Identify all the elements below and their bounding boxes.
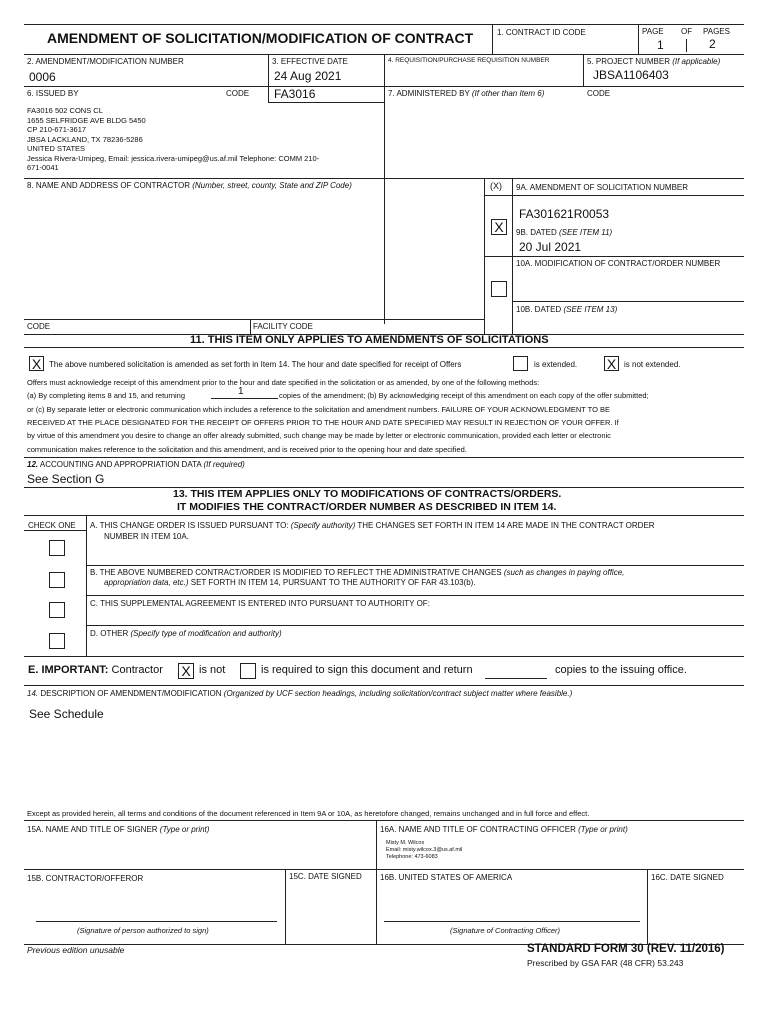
description-value[interactable]: See Schedule [29, 707, 104, 721]
description-label: 14. DESCRIPTION OF AMENDMENT/MODIFICATION (Organized by UCF section headings, including solicitation/contract subject matter where feasible.) [27, 689, 573, 698]
united-states-label: 16B. UNITED STATES OF AMERICA [380, 873, 513, 882]
option-b-text: B. THE ABOVE NUMBERED CONTRACT/ORDER IS MODIFIED TO REFLECT THE ADMINISTRATIVE CHANGES (such as changes in paying office, [90, 568, 625, 577]
s11-para-line: Offers must acknowledge receipt of this amendment prior to the hour and date specified in the solicitation or as amended, by one of the following methods: [27, 378, 540, 387]
option-c-text: C. THIS SUPPLEMENTAL AGREEMENT IS ENTERED INTO PURSUANT TO AUTHORITY OF: [90, 599, 430, 608]
is-required-checkbox[interactable] [240, 663, 256, 679]
amendment-number-label: 2. AMENDMENT/MODIFICATION NUMBER [27, 57, 184, 66]
issued-by-address-line: Jessica Rivera-Umipeg, Email: jessica.rivera-umipeg@us.af.mil Telephone: COMM 210- [27, 153, 320, 163]
effective-date-label: 3. EFFECTIVE DATE [272, 57, 348, 66]
solicitation-dated-value[interactable]: 20 Jul 2021 [519, 240, 582, 254]
solicitation-number-label: 9A. AMENDMENT OF SOLICITATION NUMBER [516, 183, 689, 192]
option-a-text-cont: NUMBER IN ITEM 10A. [104, 532, 189, 541]
issued-by-label: 6. ISSUED BY [27, 89, 79, 98]
issued-by-address-line: FA3016 502 CONS CL [27, 106, 103, 115]
accounting-data-value[interactable]: See Section G [27, 472, 105, 486]
issued-by-code-value[interactable]: FA3016 [274, 87, 316, 101]
facility-code-label: FACILITY CODE [253, 322, 313, 331]
solicitation-number-value[interactable]: FA301621R0053 [519, 207, 610, 221]
contract-id-label: 1. CONTRACT ID CODE [497, 28, 586, 37]
option-b-text-cont: appropriation data, etc.) SET FORTH IN ITEM 14, PURSUANT TO THE AUTHORITY OF FAR 43.103(b). [104, 578, 476, 587]
s11-para-line: RECEIVED AT THE PLACE DESIGNATED FOR THE RECEIPT OF OFFERS PRIOR TO THE HOUR AND DATE SPECIFIED MAY RESULT IN REJECTION OF YOUR OFFER. If [27, 418, 619, 427]
s11-para-line: copies of the amendment; (b) By acknowledging receipt of this amendment on each copy of the offer submitted; [279, 391, 649, 400]
option-d-text: D. OTHER (Specify type of modification and authority) [90, 629, 282, 638]
contractor-code-label: CODE [27, 322, 51, 331]
check-x-icon: X [181, 663, 191, 679]
issued-by-code-label: CODE [226, 89, 250, 98]
standard-form-number: STANDARD FORM 30 (REV. 11/2016) [527, 943, 725, 955]
section-11-title: 11. THIS ITEM ONLY APPLIES TO AMENDMENTS OF SOLICITATIONS [190, 334, 549, 346]
contractor-signature-caption: (Signature of person authorized to sign) [77, 926, 209, 935]
issued-by-address-line: CP 210-671-3617 [27, 125, 87, 134]
option-c-checkbox[interactable] [49, 602, 65, 618]
check-x-icon: X [606, 355, 617, 372]
amendment-number-value[interactable]: 0006 [29, 70, 56, 84]
modification-number-label: 10A. MODIFICATION OF CONTRACT/ORDER NUMBER [516, 259, 721, 268]
copies-to-label: copies to the issuing office. [555, 664, 687, 676]
project-number-label: 5. PROJECT NUMBER (If applicable) [587, 57, 721, 66]
page-label: PAGE [642, 27, 664, 36]
officer-contact-line: Misty M. Wilcox [386, 840, 425, 846]
section-13-subtitle: IT MODIFIES THE CONTRACT/ORDER NUMBER AS DESCRIBED IN ITEM 14. [177, 501, 557, 513]
not-extended-checkbox[interactable] [604, 356, 619, 371]
option-a-checkbox[interactable] [49, 540, 65, 556]
issued-by-address-line: 671-0041 [27, 163, 59, 172]
prescribed-by: Prescribed by GSA FAR (48 CFR) 53.243 [527, 958, 684, 968]
contractor-offeror-label: 15B. CONTRACTOR/OFFEROR [27, 874, 144, 883]
check-x-icon: X [31, 355, 42, 372]
option-b-checkbox[interactable] [49, 572, 65, 588]
contractor-date-signed-label: 15C. DATE SIGNED [289, 872, 362, 881]
effective-date-value[interactable]: 24 Aug 2021 [274, 69, 342, 83]
of-label: OF [681, 27, 693, 36]
is-not-checkbox[interactable] [178, 663, 194, 679]
officer-signature-caption: (Signature of Contracting Officer) [450, 926, 561, 935]
modification-checkbox[interactable] [491, 281, 507, 297]
contractor-address-label: 8. NAME AND ADDRESS OF CONTRACTOR (Number, street, county, State and ZIP Code) [27, 181, 352, 190]
check-x-icon: X [494, 219, 504, 235]
administered-by-code-label: CODE [587, 89, 611, 98]
pages-label: PAGES [703, 27, 730, 36]
issued-by-address-line: UNITED STATES [27, 144, 86, 153]
option-a-text: A. THIS CHANGE ORDER IS ISSUED PURSUANT TO: (Specify authority) THE CHANGES SET FORTH IN ITEM 14 ARE MADE IN THE CONTRACT ORDER [90, 521, 655, 530]
officer-name-label: 16A. NAME AND TITLE OF CONTRACTING OFFICER (Type or print) [380, 825, 628, 834]
s11-para-line: communication makes reference to the solicitation and this amendment, and is received prior to the opening hour and date specified. [27, 445, 467, 454]
project-number-value[interactable]: JBSA1106403 [593, 68, 669, 82]
s11-para-line: by virtue of this amendment you desire to change an offer already submitted, such change may be made by letter or electronic communication, provided each letter or electronic [27, 431, 611, 440]
extended-label: is extended. [534, 360, 578, 369]
extended-checkbox[interactable] [513, 356, 528, 371]
issued-by-address-line: JBSA LACKLAND, TX 78236-5286 [27, 134, 143, 144]
form-title: AMENDMENT OF SOLICITATION/MODIFICATION OF CONTRACT [47, 30, 474, 46]
previous-edition-note: Previous edition unusable [27, 945, 125, 955]
amended-checkbox[interactable] [29, 356, 44, 371]
page-value: 1 [657, 38, 664, 52]
pages-value: 2 [709, 37, 716, 51]
officer-contact [386, 840, 462, 861]
check-one-label: CHECK ONE [28, 521, 76, 530]
is-not-label: is not [199, 664, 226, 676]
administered-by-label: 7. ADMINISTERED BY (If other than Item 6) [388, 89, 545, 98]
officer-date-signed-label: 16C. DATE SIGNED [651, 873, 724, 882]
except-statement: Except as provided herein, all terms and conditions of the document referenced in Item 9A or 10A, as heretofore changed, remains unchanged and in full force and effect. [27, 809, 590, 818]
s11-para-line: or (c) By separate letter or electronic communication which includes a reference to the solicitation and amendment numbers. FAILURE OF YOUR ACKNOWLEDGMENT TO BE [27, 405, 611, 414]
solicitation-dated-label: 9B. DATED (SEE ITEM 11) [516, 228, 613, 237]
section-13-title: 13. THIS ITEM APPLIES ONLY TO MODIFICATIONS OF CONTRACTS/ORDERS. [173, 488, 562, 500]
copies-value[interactable]: 1 [238, 386, 244, 397]
issued-by-address-line: 1655 SELFRIDGE AVE BLDG 5450 [27, 115, 146, 125]
issued-by-address [27, 106, 319, 173]
section-11-statement: The above numbered solicitation is amended as set forth in Item 14. The hour and date specified for receipt of Offers [49, 360, 462, 369]
option-d-checkbox[interactable] [49, 633, 65, 649]
solicitation-checkbox[interactable] [491, 219, 507, 235]
signer-name-label: 15A. NAME AND TITLE OF SIGNER (Type or print) [27, 825, 210, 834]
is-required-label: is required to sign this document and return [261, 664, 473, 676]
officer-contact-line: Email: misty.wilcox.3@us.af.mil [386, 847, 463, 853]
s11-para-line: (a) By completing items 8 and 15, and returning [27, 391, 186, 400]
accounting-data-label: 12. ACCOUNTING AND APPROPRIATION DATA (If required) [27, 460, 245, 469]
officer-contact-line: Telephone: 473-6083 [386, 854, 438, 860]
modification-dated-label: 10B. DATED (SEE ITEM 13) [516, 305, 618, 314]
requisition-number-label: 4. REQUISITION/PURCHASE REQUISITION NUMBER [388, 57, 550, 64]
x-column-label: (X) [490, 181, 502, 191]
not-extended-label: is not extended. [624, 360, 681, 369]
important-line: E. IMPORTANT: Contractor [28, 664, 163, 676]
